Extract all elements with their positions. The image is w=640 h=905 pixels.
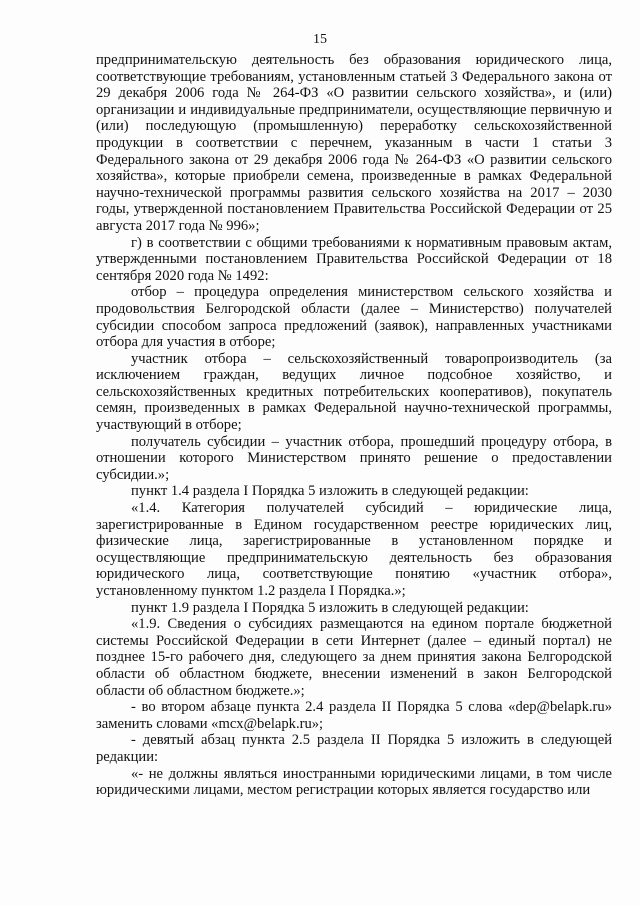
paragraph-10: - во втором абзаце пункта 2.4 раздела II Порядка 5 слова «dep@belapk.ru» заменить словами «mcx@belapk.ru»;: [96, 699, 612, 732]
document-body: [96, 52, 612, 799]
paragraph-8: пункт 1.9 раздела I Порядка 5 изложить в следующей редакции:: [131, 599, 529, 616]
paragraph-12: «- не должны являться иностранными юридическими лицами, в том числе юридическими лицами, местом регистрации которых является государство или: [96, 765, 612, 799]
page-number: 15: [313, 32, 327, 47]
paragraph-1: предпринимательскую деятельность без образования юридического лица, соответствующие требованиям, установленным статьей 3 Федерального закона от 29 декабря 2006 года № 264-ФЗ «О развитии сельского хозяйства», и (или) организации и индивидуальные предприниматели, осуществляющие первичную и (или) последующую (промышленную) переработку сельскохозяйственной продукции в соответствии с перечнем, указанным в части 1 статьи 3 Федерального закона от 29 декабря 2006 года № 264-ФЗ «О развитии сельского хозяйства», которые приобрели семена, произведенные в рамках Федеральной научно-технической программы развития сельского хозяйства на 2017 – 2030 годы, утвержденной постановлением Правительства Российской Федерации от 25 августа 2017 года № 996»;: [96, 52, 612, 234]
paragraph-3: отбор – процедура определения министерством сельского хозяйства и продовольствия Белгородской области (далее – Министерство) получателей субсидии способом запроса предложений (заявок), направленных участниками отбора для участия в отборе;: [96, 284, 612, 351]
paragraph-4: участник отбора – сельскохозяйственный товаропроизводитель (за исключением граждан, ведущих личное подсобное хозяйство, и сельскохозяйственных кредитных потребительских кооперативов), покупатель семян, произведенных в рамках Федеральной научно-технической программы, участвующий в отборе;: [96, 350, 612, 434]
paragraph-2: г) в соответствии с общими требованиями к нормативным правовым актам, утвержденными постановлением Правительства Российской Федерации от 18 сентября 2020 года № 1492:: [96, 234, 612, 284]
paragraph-5: получатель субсидии – участник отбора, прошедший процедуру отбора, в отношении которого Министерством принято решение о предоставлении субсидии.»;: [96, 433, 612, 483]
paragraph-9: «1.9. Сведения о субсидиях размещаются на едином портале бюджетной системы Российской Федерации в сети Интернет (далее – единый портал) не позднее 15-го рабочего дня, следующего за днем принятия закона Белгородской области об областном бюджете, внесении изменений в закон Белгородской области об областном бюджете.»;: [96, 616, 612, 699]
paragraph-7: «1.4. Категория получателей субсидий – юридические лица, зарегистрированные в Едином государственном реестре юридических лиц, физические лица, зарегистрированные в установленном порядке и осуществляющие предпринимательскую деятельность без образования юридического лица, соответствующие понятию «участник отбора», установленному пунктом 1.2 раздела I Порядка.»;: [96, 500, 612, 599]
paragraph-11: - девятый абзац пункта 2.5 раздела II Порядка 5 изложить в следующей редакции:: [96, 732, 612, 765]
paragraph-6: пункт 1.4 раздела I Порядка 5 изложить в следующей редакции:: [131, 483, 529, 500]
